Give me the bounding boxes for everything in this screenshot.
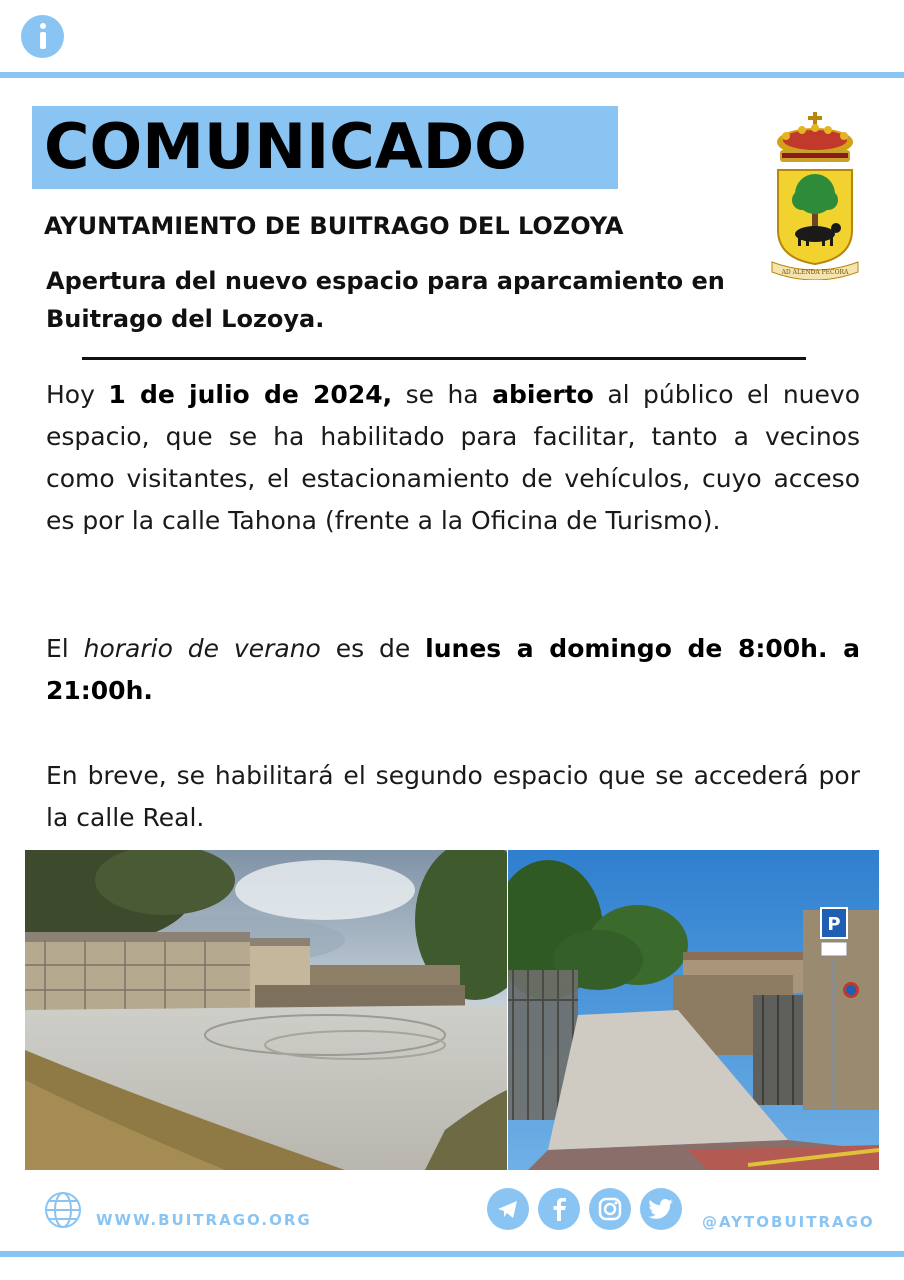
title-banner [32, 106, 618, 189]
facebook-icon[interactable] [538, 1188, 580, 1230]
page-title: COMUNICADO [44, 110, 527, 183]
website-link[interactable]: WWW.BUITRAGO.ORG [96, 1211, 312, 1229]
bottom-divider [0, 1251, 904, 1257]
organization-name: AYUNTAMIENTO DE BUITRAGO DEL LOZOYA [44, 212, 624, 240]
coat-of-arms-logo [768, 112, 862, 280]
headline-divider [82, 357, 806, 360]
parking-access-photo-right [508, 850, 879, 1170]
info-icon [21, 15, 64, 58]
crest-motto: AD ALENDA PECORA [781, 269, 849, 276]
telegram-icon[interactable] [487, 1188, 529, 1230]
schedule-paragraph: El horario de verano es de lunes a domingo de 8:00h. a 21:00h. [46, 634, 860, 705]
top-divider [0, 72, 904, 78]
announcement-paragraph: Hoy 1 de julio de 2024, se ha abierto al público el nuevo espacio, que se ha habilitado para facilitar, tanto a vecinos como visitantes, el estacionamiento de vehículos, cuyo acceso es por la calle Tahona (frente a la Oficina de Turismo). [46, 380, 860, 535]
instagram-icon[interactable] [589, 1188, 631, 1230]
parking-lot-photo-left [25, 850, 507, 1170]
upcoming-paragraph: En breve, se habilitará el segundo espacio que se accederá por la calle Real. [46, 761, 860, 832]
globe-icon [44, 1191, 82, 1229]
headline: Apertura del nuevo espacio para aparcamiento en Buitrago del Lozoya. [46, 267, 725, 333]
social-handle[interactable]: @AYTOBUITRAGO [702, 1213, 875, 1231]
svg-text:P: P [827, 914, 841, 935]
twitter-icon[interactable] [640, 1188, 682, 1230]
